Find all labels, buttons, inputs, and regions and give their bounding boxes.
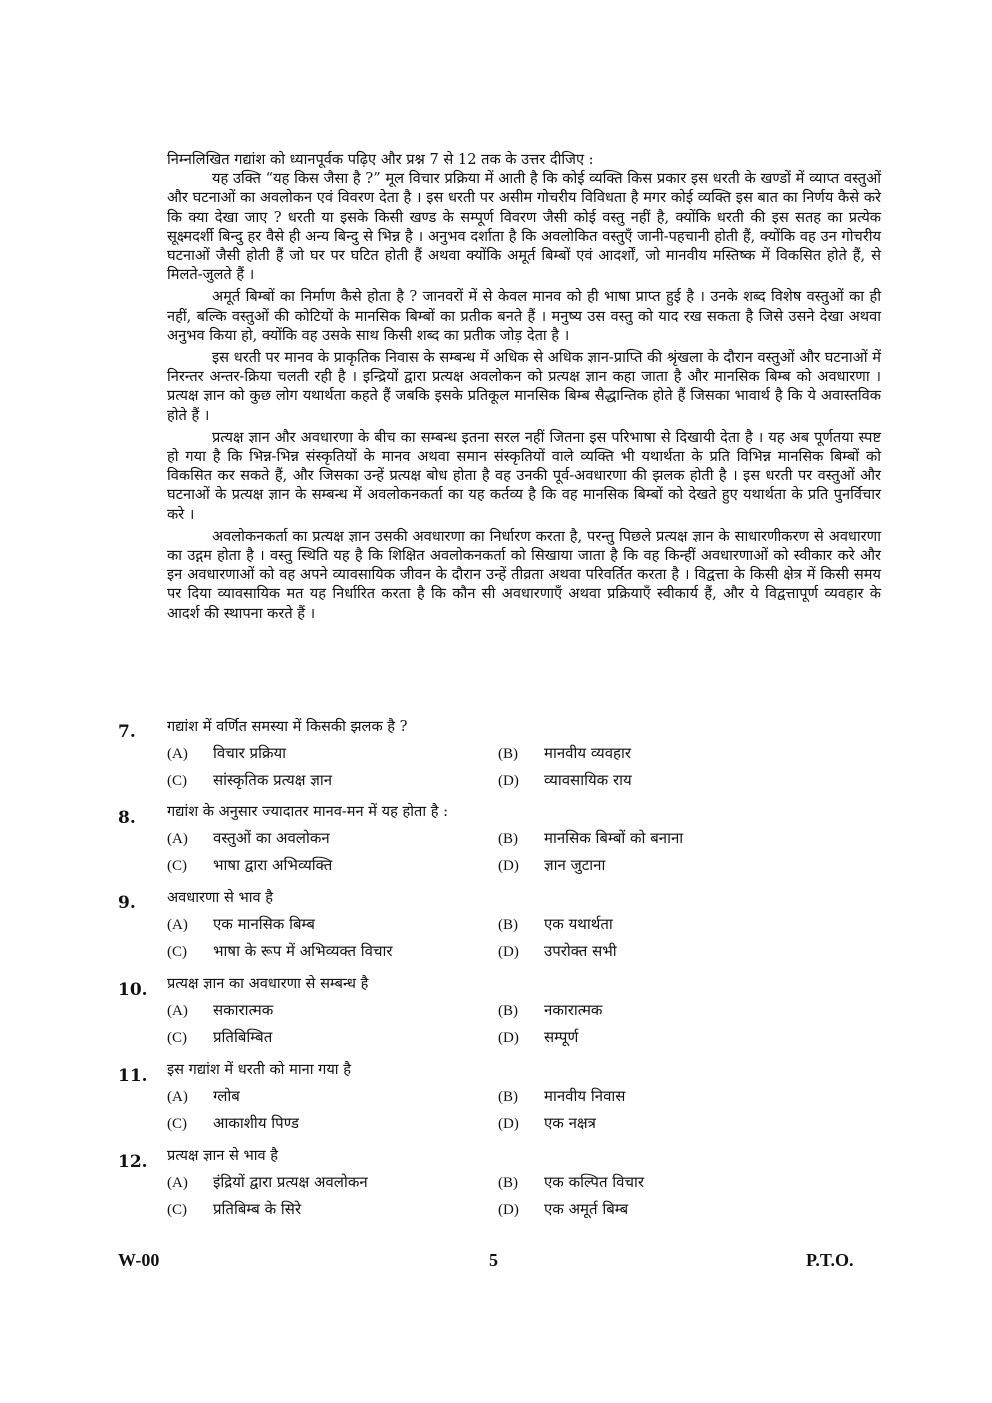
option-c[interactable]	[167, 855, 332, 875]
option-text: विचार प्रक्रिया	[213, 744, 287, 762]
option-label: (B)	[498, 1175, 518, 1191]
option-a[interactable]	[167, 1086, 240, 1106]
option-d[interactable]	[498, 1113, 596, 1133]
option-label: (C)	[167, 858, 187, 874]
option-b[interactable]	[498, 914, 613, 934]
question-number: 10.	[118, 980, 148, 1000]
option-a[interactable]	[167, 1000, 273, 1020]
option-b[interactable]	[498, 1172, 644, 1192]
option-label: (D)	[498, 1030, 519, 1046]
option-text: मानवीय निवास	[544, 1087, 626, 1105]
option-text: व्यावसायिक राय	[544, 771, 632, 789]
option-text: उपरोक्त सभी	[544, 942, 617, 960]
question-text: इस गद्यांश में धरती को माना गया है	[167, 1061, 351, 1078]
option-text: सम्पूर्ण	[544, 1028, 579, 1046]
question-text: प्रत्यक्ष ज्ञान से भाव है	[167, 1147, 279, 1164]
option-label: (A)	[167, 1003, 188, 1019]
option-a[interactable]	[167, 743, 286, 763]
option-label: (B)	[498, 1003, 518, 1019]
option-label: (C)	[167, 773, 187, 789]
option-label: (C)	[167, 1030, 187, 1046]
option-c[interactable]	[167, 770, 332, 790]
option-d[interactable]	[498, 1199, 628, 1219]
passage-paragraph: अवलोकनकर्ता का प्रत्यक्ष ज्ञान उसकी अवधारणा का निर्धारण करता है, परन्तु पिछले प्रत्यक्ष ज्ञान के साधारणीकरण से अवधारणा का उद्गम होता है । वस्तु स्थिति यह है कि शिक्षित अवलोकनकर्ता को सिखाया जाता है कि वह किन्हीं अवधारणाओं को स्वीकार करे और इन अवधारणाओं को वह अपने व्यावसायिक जीवन के दौरान उन्हें तीव्रता अथवा परिवर्तित करता है । विद्वत्ता के किसी क्षेत्र में किसी समय पर दिया व्यावसायिक मत यह निर्धारित करता है कि कौन सी अवधारणाएँ अथवा प्रक्रियाएँ स्वीकार्य हैं, और ये विद्वत्तापूर्ण व्यवहार के आदर्श की स्थापना करते हैं ।	[167, 527, 881, 622]
option-label: (B)	[498, 831, 518, 847]
option-b[interactable]	[498, 1086, 625, 1106]
option-b[interactable]	[498, 743, 631, 763]
question-number: 11.	[118, 1066, 148, 1086]
option-label: (C)	[167, 944, 187, 960]
option-text: एक यथार्थता	[544, 915, 613, 933]
option-d[interactable]	[498, 941, 617, 961]
option-text: मानसिक बिम्बों को बनाना	[544, 829, 684, 847]
option-label: (A)	[167, 917, 188, 933]
reading-passage	[167, 150, 881, 626]
option-label: (C)	[167, 1202, 187, 1218]
paper-code: W-00	[118, 1250, 160, 1270]
option-label: (D)	[498, 858, 519, 874]
option-text: प्रतिबिम्बित	[213, 1028, 273, 1046]
option-a[interactable]	[167, 1172, 368, 1192]
option-text: एक नक्षत्र	[544, 1114, 596, 1132]
option-text: एक मानसिक बिम्ब	[213, 915, 315, 933]
option-label: (D)	[498, 1202, 519, 1218]
option-c[interactable]	[167, 1027, 272, 1047]
question-number: 7.	[118, 722, 136, 742]
option-c[interactable]	[167, 941, 393, 961]
option-text: प्रतिबिम्ब के सिरे	[213, 1200, 302, 1218]
question-text: प्रत्यक्ष ज्ञान का अवधारणा से सम्बन्ध है	[167, 975, 369, 992]
option-text: ग्लोब	[213, 1087, 240, 1105]
option-text: नकारात्मक	[544, 1001, 603, 1019]
option-label: (A)	[167, 1175, 188, 1191]
page-number: 5	[489, 1250, 498, 1270]
option-b[interactable]	[498, 1000, 602, 1020]
option-c[interactable]	[167, 1199, 301, 1219]
passage-paragraph: अमूर्त बिम्बों का निर्माण कैसे होता है ? जानवरों में से केवल मानव को ही भाषा प्राप्त हुई है । उनके शब्द विशेष वस्तुओं का ही नहीं, बल्कि वस्तुओं की कोटियों के मानसिक बिम्बों का प्रतीक बनते हैं । मनुष्य उस वस्तु को याद रख सकता है जिसे उसने देखा अथवा अनुभव किया हो, क्योंकि वह उसके साथ किसी शब्द का प्रतीक जोड़ देता है ।	[167, 288, 881, 344]
question-number: 12.	[118, 1152, 148, 1172]
option-text: मानवीय व्यवहार	[544, 744, 632, 762]
question-number: 9.	[118, 893, 136, 913]
option-label: (B)	[498, 917, 518, 933]
option-text: इंद्रियों द्वारा प्रत्यक्ष अवलोकन	[213, 1173, 368, 1191]
option-label: (D)	[498, 1116, 519, 1132]
question-text: गद्यांश के अनुसार ज्यादातर मानव-मन में यह होता है :	[167, 803, 449, 820]
option-text: सकारात्मक	[213, 1001, 274, 1019]
option-a[interactable]	[167, 914, 315, 934]
passage-paragraph: यह उक्ति “यह किस जैसा है ?” मूल विचार प्रक्रिया में आती है कि कोई व्यक्ति किस प्रकार इस धरती के खण्डों में व्याप्त वस्तुओं और घटनाओं का अवलोकन एवं विवरण देता है । इस धरती पर असीम गोचरीय विविधता है मगर कोई व्यक्ति इस बात का निर्णय कैसे करे कि क्या देखा जाए ? धरती या इसके किसी खण्ड के सम्पूर्ण विवरण जैसी कोई वस्तु नहीं है, क्योंकि धरती की इस सतह का प्रत्येक सूक्ष्मदर्शी बिन्दु हर वैसे ही अन्य बिन्दु से भिन्न है । अनुभव दर्शाता है कि अवलोकित वस्तुएँ जानी-पहचानी होती हैं, क्योंकि वह उन गोचरीय घटनाओं जैसी होती हैं जो घर पर घटित होती हैं अथवा क्योंकि अमूर्त बिम्बों एवं आदर्शों, जो मानवीय मस्तिष्क में विकसित होते हैं, से मिलते-जुलते हैं ।	[167, 170, 881, 284]
option-d[interactable]	[498, 1027, 578, 1047]
question-text: अवधारणा से भाव है	[167, 889, 274, 906]
option-text: एक अमूर्त बिम्ब	[544, 1200, 629, 1218]
option-label: (B)	[498, 746, 518, 762]
option-text: ज्ञान जुटाना	[544, 856, 606, 874]
option-text: आकाशीय पिण्ड	[213, 1114, 299, 1132]
question-number: 8.	[118, 808, 136, 828]
option-d[interactable]	[498, 855, 605, 875]
option-label: (B)	[498, 1089, 518, 1105]
option-text: सांस्कृतिक प्रत्यक्ष ज्ञान	[213, 771, 333, 789]
option-a[interactable]	[167, 828, 330, 848]
option-d[interactable]	[498, 770, 632, 790]
passage-paragraph: इस धरती पर मानव के प्राकृतिक निवास के सम्बन्ध में अधिक से अधिक ज्ञान-प्राप्ति की श्रृंखला के दौरान वस्तुओं और घटनाओं में निरन्तर अन्तर-क्रिया चलती रही है । इन्द्रियों द्वारा प्रत्यक्ष अवलोकन को प्रत्यक्ष ज्ञान कहा जाता है और मानसिक बिम्ब को अवधारणा । प्रत्यक्ष ज्ञान को कुछ लोग यथार्थता कहते हैं जबकि इसके प्रतिकूल मानसिक बिम्ब सैद्धान्तिक होते हैं जिसका भावार्थ है कि ये अवास्तविक होते हैं ।	[167, 349, 881, 424]
option-label: (D)	[498, 944, 519, 960]
pto-label: P.T.O.	[806, 1250, 854, 1270]
option-label: (C)	[167, 1116, 187, 1132]
option-text: भाषा के रूप में अभिव्यक्त विचार	[213, 942, 393, 960]
option-label: (A)	[167, 1089, 188, 1105]
option-c[interactable]	[167, 1113, 299, 1133]
option-text: वस्तुओं का अवलोकन	[213, 829, 330, 847]
option-label: (D)	[498, 773, 519, 789]
option-label: (A)	[167, 831, 188, 847]
option-b[interactable]	[498, 828, 683, 848]
option-label: (A)	[167, 746, 188, 762]
option-text: भाषा द्वारा अभिव्यक्ति	[213, 856, 333, 874]
option-text: एक कल्पित विचार	[544, 1173, 645, 1191]
passage-instruction: निम्नलिखित गद्यांश को ध्यानपूर्वक पढ़िए और प्रश्न 7 से 12 तक के उत्तर दीजिए :	[167, 151, 594, 168]
passage-paragraph: प्रत्यक्ष ज्ञान और अवधारणा के बीच का सम्बन्ध इतना सरल नहीं जितना इस परिभाषा से दिखायी देता है । यह अब पूर्णतया स्पष्ट हो गया है कि भिन्न-भिन्न संस्कृतियों के मानव अथवा समान संस्कृतियों वाले व्यक्ति भी यथार्थता के प्रति विभिन्न मानसिक बिम्बों को विकसित कर सकते हैं, और जिसका उन्हें प्रत्यक्ष बोध होता है वह उनकी पूर्व-अवधारणा की झलक होती है । इस धरती पर वस्तुओं और घटनाओं के प्रत्यक्ष ज्ञान के सम्बन्ध में अवलोकनकर्ता का यह कर्तव्य है कि वह मानसिक बिम्बों को देखते हुए यथार्थता के प्रति पुनर्विचार करे ।	[167, 428, 881, 523]
question-text: गद्यांश में वर्णित समस्या में किसकी झलक है ?	[167, 718, 408, 735]
